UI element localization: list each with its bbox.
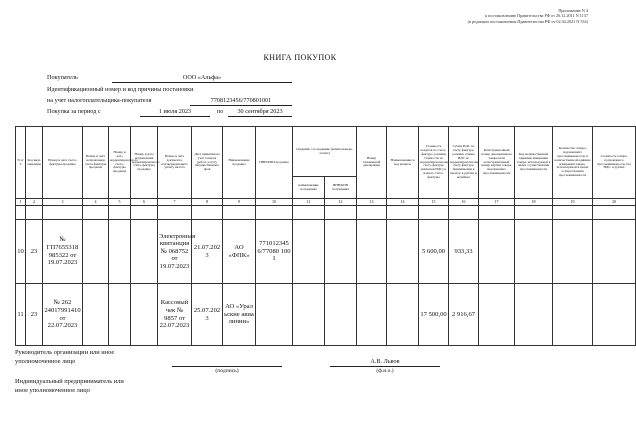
column-number: 7 <box>158 199 192 206</box>
header-c14: Наименование и код валюты <box>387 127 419 199</box>
column-number: 10 <box>256 199 293 206</box>
column-number: 13 <box>357 199 387 206</box>
column-number: 19 <box>553 199 593 206</box>
inn-underline <box>190 105 292 106</box>
entrepreneur-signatory-label <box>15 377 124 395</box>
column-number: 3 <box>43 199 83 206</box>
row-number: 10 <box>16 220 26 284</box>
buyer-value: ООО «Альфа» <box>182 74 222 81</box>
acceptance-date: 21.07.2023 <box>192 220 223 284</box>
header-c9: Наименование продавца <box>223 127 256 199</box>
column-number: 17 <box>479 199 515 206</box>
payment-document: Электронная квитанция № 068752 от 19.07.2023 <box>158 220 192 284</box>
vat-amount: 933,33 <box>449 220 479 284</box>
header-c19: Количество товара, подлежащего прослеживаемости, в количественной единице измерения товара, используемой в целях осуществления прослеживаемости <box>553 127 593 199</box>
signature-caption: (подпись) <box>215 368 239 374</box>
purchase-cost: 17 500,00 <box>419 284 449 346</box>
signatory-name: А.В. Львов <box>370 358 400 365</box>
ie-label-line-2: иное уполномоченное лицо <box>15 387 90 394</box>
payment-document: Кассовый чек № 9857 от 22.07.2023 <box>158 284 192 346</box>
header-intermediary-group: Сведения о посреднике (комиссионере, агенте) <box>293 127 357 177</box>
acceptance-date: 25.07.2023 <box>192 284 223 346</box>
header-c10: ИНН/КПП продавца <box>256 127 293 199</box>
period-label: Покупка за период с <box>47 108 101 115</box>
header-c4: Номер и дата исправления счета-фактуры продавца <box>83 127 109 199</box>
inn-label-line-1: Идентификационный номер и код причины постановки <box>47 86 194 93</box>
blank-row <box>16 206 636 220</box>
column-number: 16 <box>449 199 479 206</box>
appendix-line-3: (в редакции постановления Правительства РФ от 02.04.2021 N 534) <box>467 18 588 24</box>
header-c17: Регистрационный номер декларации на товары или регистрационный номер партии товара, подлежащего прослеживаемости <box>479 127 515 199</box>
column-number: 20 <box>593 199 636 206</box>
head-label-line-2: уполномоченное лицо <box>15 358 76 365</box>
seller-invoice: № 262 24017991410 от 22.07.2023 <box>43 284 83 346</box>
appendix-line-1: Приложение N 4 <box>558 8 588 13</box>
operation-code: 23 <box>26 220 43 284</box>
header-c11: наименование посредника <box>293 177 325 199</box>
header-c1: N п/п <box>16 127 26 199</box>
name-line <box>330 366 440 367</box>
inn-kpp-value: 7708123456/770801001 <box>210 97 272 104</box>
operation-code: 23 <box>26 284 43 346</box>
appendix-note <box>468 8 588 24</box>
header-c8: Дата принятия на учет товаров (работ, услуг), имущественных прав <box>192 127 223 199</box>
seller-inn-kpp <box>256 284 293 346</box>
table-row <box>16 284 636 346</box>
column-numbers-row <box>16 199 636 206</box>
column-number: 1 <box>16 199 26 206</box>
column-number: 15 <box>419 199 449 206</box>
column-number: 6 <box>131 199 158 206</box>
header-c3: Номер и дата счета-фактуры продавца <box>43 127 83 199</box>
purchase-book-table <box>15 126 636 346</box>
period-to-label: по <box>217 108 224 115</box>
column-number: 5 <box>109 199 131 206</box>
buyer-underline <box>112 82 292 83</box>
column-number: 12 <box>325 199 357 206</box>
header-c13: Номер таможенной декларации <box>357 127 387 199</box>
header-c2: Код вида операции <box>26 127 43 199</box>
header-c15: Стоимость покупок по счету-фактуре, разница стоимости по корректировочному счету-фактуре (включая НДС) в валюте счета-фактуры <box>419 127 449 199</box>
signature-line <box>172 366 282 367</box>
seller-name: АО «ФПК» <box>223 220 256 284</box>
column-number: 4 <box>83 199 109 206</box>
header-c12: ИНН/КПП посредника <box>325 177 357 199</box>
period-to-underline <box>228 116 292 117</box>
head-label-line-1: Руководитель организации или иное <box>15 349 115 356</box>
document-title: КНИГА ПОКУПОК <box>263 53 337 62</box>
seller-inn-kpp: 7710123456/77080 1001 <box>256 220 293 284</box>
ie-label-line-1: Индивидуальный предприниматель или <box>15 378 124 385</box>
head-signatory-label <box>15 348 114 366</box>
table-row <box>16 220 636 284</box>
header-c6: Номер и дата исправления корректировочного счета-фактуры продавца <box>131 127 158 199</box>
header-c5: Номер и дата корректировочного счета-фактуры продавца <box>109 127 131 199</box>
column-number: 8 <box>192 199 223 206</box>
purchase-cost: 5 600,00 <box>419 220 449 284</box>
buyer-label: Покупатель <box>47 74 78 81</box>
column-number: 2 <box>26 199 43 206</box>
column-number: 9 <box>223 199 256 206</box>
seller-invoice: № ГП7655318 985322 от 19.07.2023 <box>43 220 83 284</box>
header-c20: Стоимость товара, подлежащего прослеживаемости, без НДС, в рублях <box>593 127 636 199</box>
column-number: 14 <box>387 199 419 206</box>
appendix-line-2: к постановлению Правительства РФ от 26.12.2011 N 1137 <box>485 13 588 19</box>
vat-amount: 2 916,67 <box>449 284 479 346</box>
header-c7: Номер и дата документа, подтверждающего уплату налога <box>158 127 192 199</box>
column-number: 18 <box>515 199 553 206</box>
header-c18: Код количественной единицы измерения товара, используемой в целях осуществления прослеживаемости <box>515 127 553 199</box>
column-number: 11 <box>293 199 325 206</box>
period-from-value: 1 июля 2023 <box>158 108 192 115</box>
period-to-value: 30 сентября 2023 <box>237 108 283 115</box>
seller-name: АО «Уральские авиалинии» <box>223 284 256 346</box>
period-from-underline <box>140 116 210 117</box>
inn-label-line-2: на учет налогоплательщика-покупателя <box>47 97 152 104</box>
name-caption: (ф.и.о.) <box>376 368 394 374</box>
row-number: 11 <box>16 284 26 346</box>
header-c16: Сумма НДС по счету-фактуре, разница суммы НДС по корректировочному счету-фактуре, принимаемая к вычету, в рублях и копейках <box>449 127 479 199</box>
table-header-row <box>16 127 636 177</box>
